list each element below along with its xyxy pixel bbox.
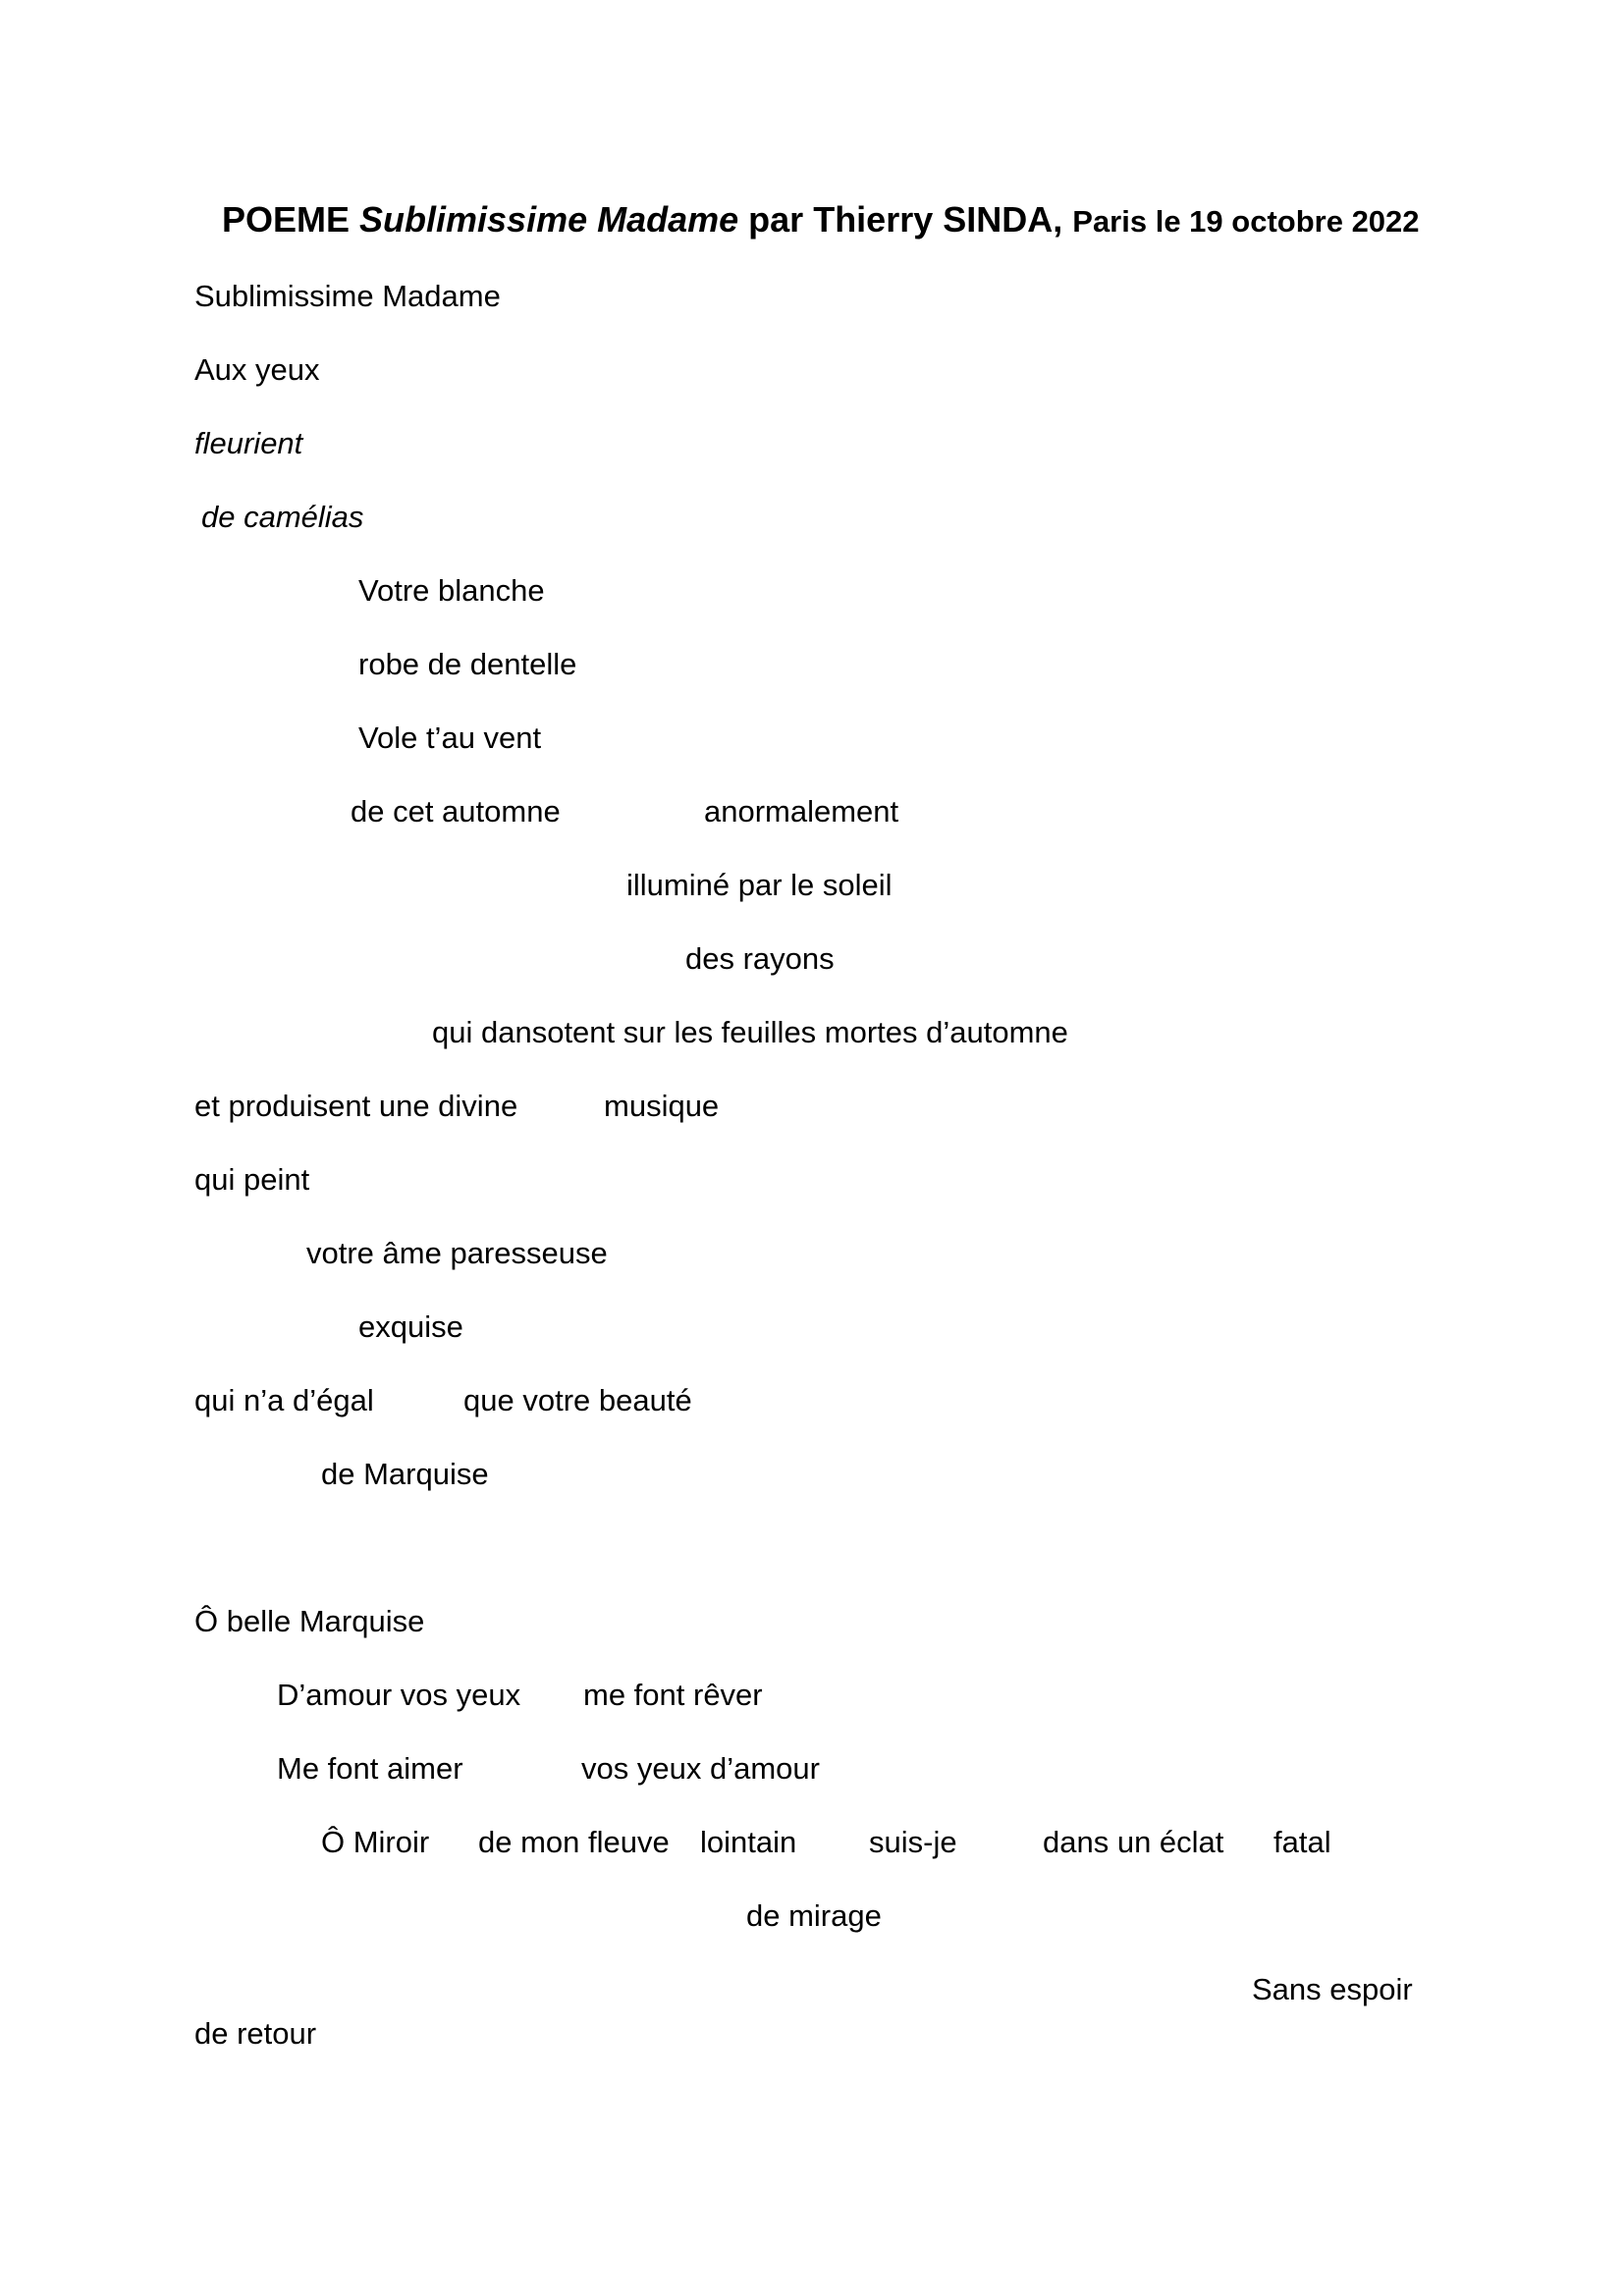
title-prefix: POEME xyxy=(222,199,360,240)
poem-line: fleurient xyxy=(194,426,303,460)
poem-line: fatal xyxy=(1273,1825,1331,1859)
poem-line: me font rêver xyxy=(583,1678,763,1712)
poem-line: Ô Miroir xyxy=(321,1825,430,1859)
poem-line: Sublimissime Madame xyxy=(194,279,501,313)
poem-line: de retour xyxy=(194,2016,317,2051)
poem-line: qui peint xyxy=(194,1162,310,1197)
poem-line: votre âme paresseuse xyxy=(306,1236,608,1270)
poem-line: lointain xyxy=(700,1825,797,1859)
poem-line: et produisent une divine xyxy=(194,1089,518,1123)
poem-line: vos yeux d’amour xyxy=(581,1751,820,1786)
poem-line: qui dansotent sur les feuilles mortes d’automne xyxy=(432,1015,1068,1049)
poem-line: de mirage xyxy=(746,1898,882,1933)
poem-line: que votre beauté xyxy=(463,1383,692,1417)
poem-line: Vole t’au vent xyxy=(358,721,542,755)
poem-line: de Marquise xyxy=(321,1457,489,1491)
poem-line: musique xyxy=(604,1089,720,1123)
poem-line: Aux yeux xyxy=(194,352,320,387)
poem-line: de mon fleuve xyxy=(478,1825,670,1859)
poem-line: des rayons xyxy=(685,941,835,976)
title-poem-name: Sublimissime Madame xyxy=(359,199,739,240)
poem-line: de cet automne xyxy=(351,794,561,828)
poem-line: exquise xyxy=(358,1309,463,1344)
poem-line: anormalement xyxy=(704,794,899,828)
poem-line: robe de dentelle xyxy=(358,647,577,681)
poem-title xyxy=(222,196,1420,245)
poem-line: Me font aimer xyxy=(277,1751,463,1786)
title-author: par Thierry SINDA, xyxy=(738,199,1073,240)
poem-line: illuminé par le soleil xyxy=(626,868,893,902)
poem-line: Sans espoir xyxy=(1252,1972,1413,2006)
title-place-date: Paris le 19 octobre 2022 xyxy=(1072,204,1420,239)
poem-line: suis-je xyxy=(869,1825,957,1859)
poem-line: dans un éclat xyxy=(1043,1825,1224,1859)
poem-line: Ô belle Marquise xyxy=(194,1604,425,1638)
poem-line: de camélias xyxy=(201,500,364,534)
poem-line: qui n’a d’égal xyxy=(194,1383,374,1417)
poem-line: D’amour vos yeux xyxy=(277,1678,521,1712)
poem-line: Votre blanche xyxy=(358,573,545,608)
